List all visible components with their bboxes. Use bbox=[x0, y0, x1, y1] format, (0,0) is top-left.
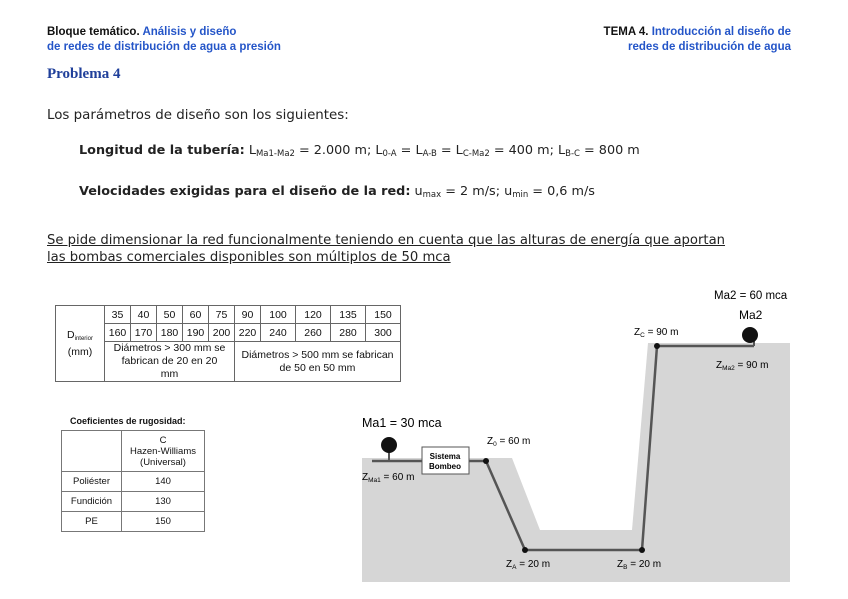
diameter-note-left: Diámetros > 300 mm se fabrican de 20 en 20 mm bbox=[105, 342, 235, 382]
diameter-cell: 90 bbox=[235, 306, 261, 324]
z-ma1-label: $Z_{Ma1} = 60$ m bbox=[362, 472, 415, 484]
diameter-cell: 50 bbox=[157, 306, 183, 324]
tank-ma2 bbox=[742, 327, 758, 343]
velocity-label: Velocidades exigidas para el diseño de la red bbox=[79, 184, 406, 199]
diameter-cell: 190 bbox=[183, 324, 209, 342]
header-right-blue-2: redes de distribución de agua bbox=[628, 41, 791, 53]
z-c-label: $Z_C = 90$ m bbox=[634, 327, 679, 339]
rugosity-value: 150 bbox=[122, 512, 205, 532]
pump-label-1: Sistema bbox=[429, 452, 461, 461]
rugosity-material: Fundición bbox=[62, 492, 122, 512]
length-value-4: = 400 m; L bbox=[489, 143, 566, 158]
velocity-symbol: u bbox=[414, 184, 423, 199]
length-sub-ma1-ma2: Ma1-Ma2 bbox=[255, 149, 295, 159]
diameter-note-right: Diámetros > 500 mm se fabrican de 50 en 50 mm bbox=[235, 342, 401, 382]
diameter-cell: 280 bbox=[331, 324, 366, 342]
length-sub-0-a: 0-A bbox=[382, 149, 397, 159]
length-value-2: = L bbox=[396, 143, 423, 158]
diameter-cell: 240 bbox=[261, 324, 296, 342]
velocity-value-1: = 2 m/s; u bbox=[441, 184, 513, 199]
rugosity-header-hw: Hazen-Williams bbox=[130, 445, 196, 457]
header-left-blue-1: Análisis y diseño bbox=[142, 26, 237, 38]
intro-text: Los parámetros de diseño son los siguientes: bbox=[47, 108, 349, 123]
diameter-cell: 135 bbox=[331, 306, 366, 324]
diameter-cell: 35 bbox=[105, 306, 131, 324]
length-label: Longitud de la tubería bbox=[79, 143, 240, 158]
node-c bbox=[654, 343, 660, 349]
node-b bbox=[639, 547, 645, 553]
diameter-cell: 60 bbox=[183, 306, 209, 324]
diameter-cell: 160 bbox=[105, 324, 131, 342]
diameter-unit: (mm) bbox=[67, 345, 93, 358]
ma1-label: Ma1 = 30 mca bbox=[362, 416, 442, 430]
z-b-label: $Z_B = 20$ m bbox=[617, 559, 662, 571]
diameter-cell: 170 bbox=[131, 324, 157, 342]
length-sub-b-c: B-C bbox=[565, 149, 580, 159]
rugosity-header-universal: (Universal) bbox=[140, 456, 186, 468]
length-value-1: = 2.000 m; L bbox=[294, 143, 383, 158]
velocity-sub-max: max bbox=[422, 190, 442, 200]
diameter-cell: 100 bbox=[261, 306, 296, 324]
ma2-top-label: Ma2 = 60 mca bbox=[714, 290, 788, 302]
rugosity-caption: Coeficientes de rugosidad: bbox=[70, 416, 186, 426]
rugosity-value: 140 bbox=[122, 472, 205, 492]
diameter-cell: 150 bbox=[366, 306, 401, 324]
diameter-cell: 180 bbox=[157, 324, 183, 342]
page-title: Problema 4 bbox=[47, 66, 121, 82]
ma2-label: Ma2 bbox=[739, 308, 763, 322]
node-0 bbox=[483, 458, 489, 464]
diameter-cell: 40 bbox=[131, 306, 157, 324]
velocity-sub-min: min bbox=[512, 190, 529, 200]
diameter-cell: 75 bbox=[209, 306, 235, 324]
z-ma2-label: $Z_{Ma2} = 90$ m bbox=[716, 360, 769, 372]
diameter-cell: 300 bbox=[366, 324, 401, 342]
diameter-cell: 260 bbox=[296, 324, 331, 342]
header-left-prefix: Bloque temático. bbox=[47, 26, 140, 38]
tank-ma1 bbox=[381, 437, 397, 453]
velocity-value-2: = 0,6 m/s bbox=[528, 184, 595, 199]
rugosity-material: Poliéster bbox=[62, 472, 122, 492]
velocity-params: Velocidades exigidas para el diseño de la red: $u_{max} = 2$ m/s; $u_{min} = 0,6$ m/s bbox=[79, 184, 595, 200]
length-sub-a-b: A-B bbox=[422, 149, 437, 159]
header-right-prefix: TEMA 4. bbox=[603, 26, 649, 38]
diameter-symbol: D bbox=[67, 328, 75, 341]
header-right-blue-1: Introducción al diseño de bbox=[651, 26, 791, 38]
diameter-cell: 200 bbox=[209, 324, 235, 342]
task-line-1: Se pide dimensionar la red funcionalmente teniendo en cuenta que las alturas de energía que aportan bbox=[47, 233, 726, 248]
length-params: Longitud de la tubería: $L_{Ma1-Ma2} = 2.000$ m; $L_{0-A} = L_{A-B} = L_{C-Ma2} = 400$ m; $L_{B-C} = 800$ m bbox=[79, 143, 640, 159]
diameter-cell: 120 bbox=[296, 306, 331, 324]
task-line-2: las bombas comerciales disponibles son múltiplos de 50 mca bbox=[47, 250, 451, 265]
z-a-label: $Z_A = 20$ m bbox=[506, 559, 551, 571]
rugosity-material: PE bbox=[62, 512, 122, 532]
node-a bbox=[522, 547, 528, 553]
z-0-label: $Z_0 = 60$ m bbox=[487, 436, 531, 448]
length-value-5: = 800 m bbox=[579, 143, 640, 158]
length-value-3: = L bbox=[436, 143, 463, 158]
rugosity-value: 130 bbox=[122, 492, 205, 512]
diameter-cell: 220 bbox=[235, 324, 261, 342]
length-sub-c-ma2: C-Ma2 bbox=[462, 149, 490, 159]
pump-label-2: Bombeo bbox=[429, 462, 461, 471]
rugosity-header-c: C bbox=[159, 434, 167, 446]
length-symbol: L bbox=[248, 143, 256, 158]
diameter-sub: interior bbox=[74, 335, 93, 342]
header-left-blue-2: de redes de distribución de agua a presión bbox=[47, 41, 281, 53]
